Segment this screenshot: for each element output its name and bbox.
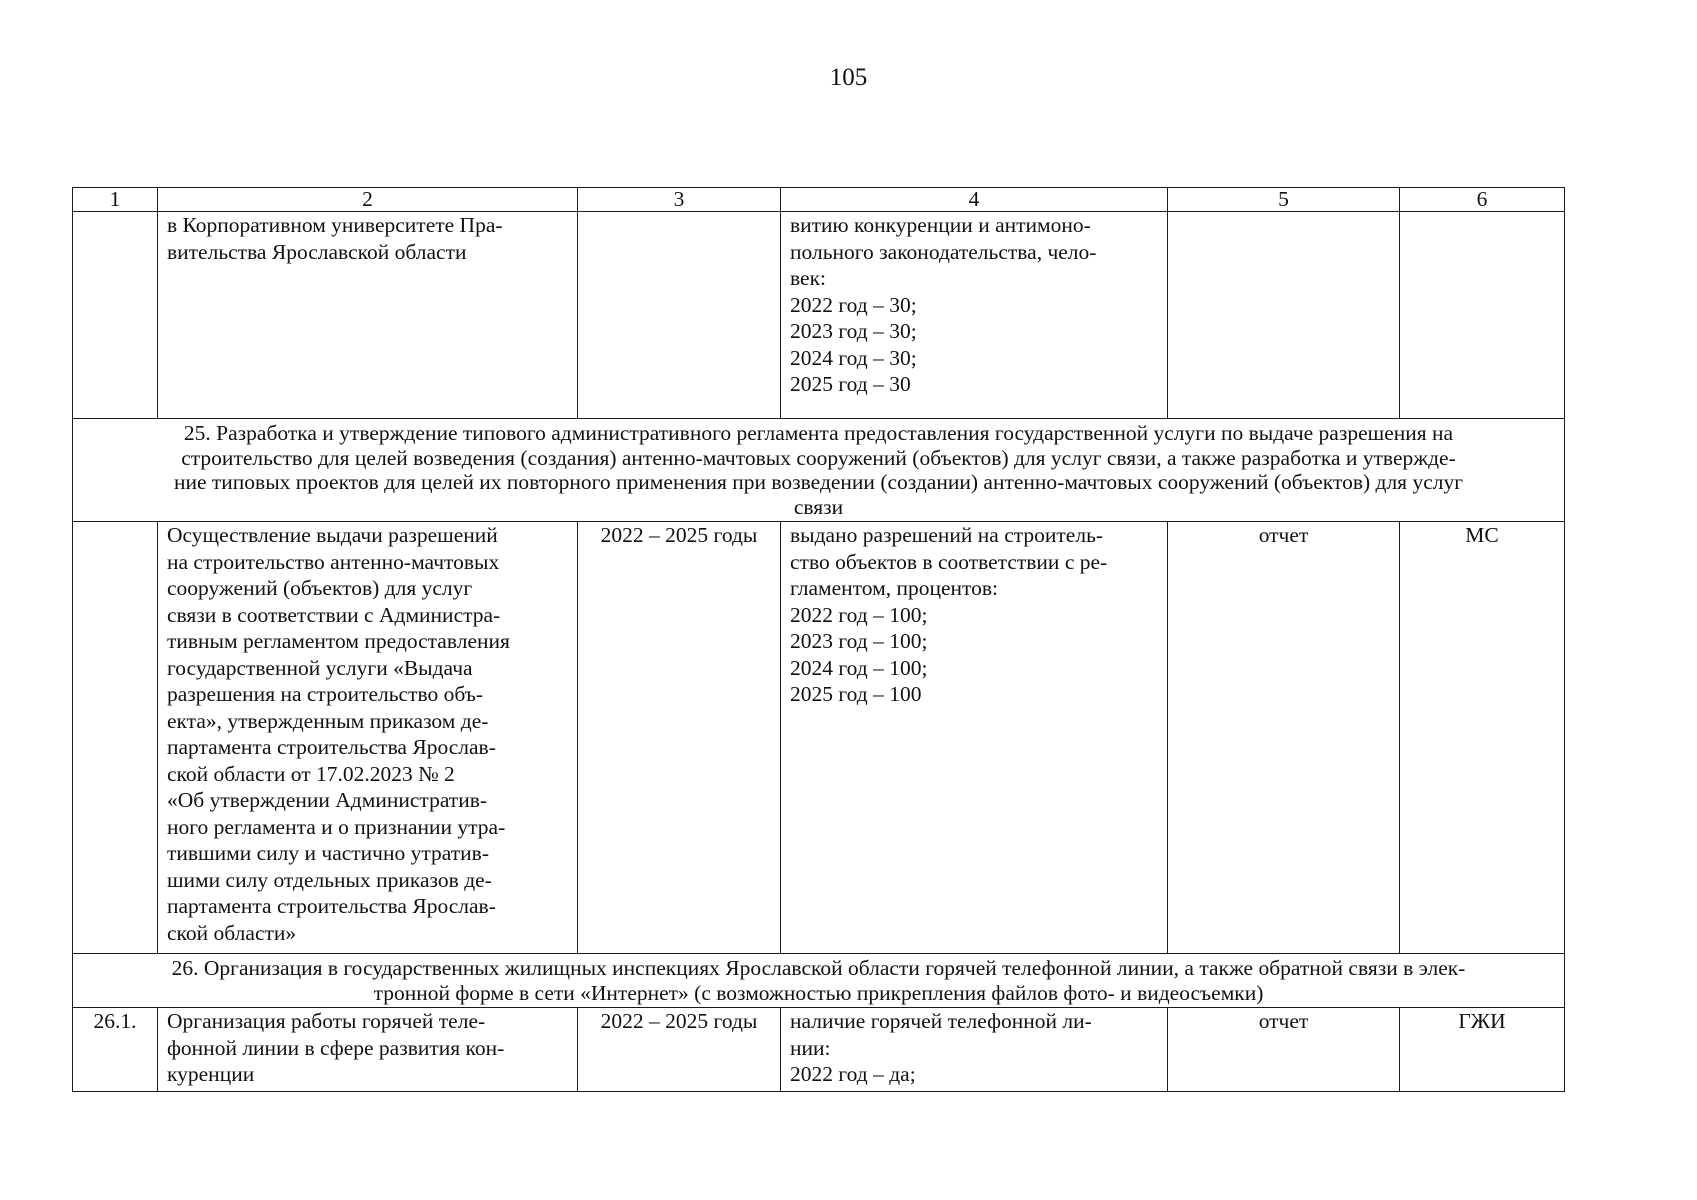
responsible-cell: ГЖИ	[1400, 1008, 1565, 1092]
text-line: партамента строительства Ярослав-	[167, 894, 496, 918]
text-line: шими силу отдельных приказов де-	[167, 867, 492, 892]
text-line: 2022 год – да;	[790, 1062, 916, 1086]
text-line: разрешения на строительство объ-	[167, 682, 484, 706]
text-line: «Об утверждении Административ-	[167, 788, 488, 812]
text-line: 2022 год – 100;	[790, 602, 928, 627]
text-line: гламентом, процентов:	[790, 576, 999, 600]
text-line: Осуществление выдачи разрешений	[167, 523, 498, 547]
text-line: связи	[793, 494, 844, 519]
table-row	[73, 212, 1565, 419]
text-line: тившими силу и частично утратив-	[167, 841, 489, 865]
report-cell: отчет	[1168, 1008, 1400, 1092]
text-line: сооружений (объектов) для услуг	[167, 576, 473, 600]
text-line: нии:	[790, 1035, 831, 1060]
table-header-row	[73, 188, 1565, 212]
column-header: 3	[578, 188, 781, 212]
text-line: 25. Разработка и утверждение типового административного регламента предоставления государственной услуги по выдаче разрешения на	[183, 421, 1454, 445]
row-number-cell: 26.1.	[73, 1008, 158, 1092]
text-line: польного законодательства, чело-	[790, 239, 1097, 264]
section-row	[73, 419, 1565, 522]
section-heading-26	[73, 954, 1565, 1008]
text-line: 2024 год – 30;	[790, 345, 917, 370]
indicator-cell	[781, 522, 1168, 954]
text-line: тронной форме в сети «Интернет» (с возможностью прикрепления файлов фото- и видеосъемки)	[373, 980, 1264, 1005]
text-line: ного регламента и о признании утра-	[167, 814, 506, 839]
text-line: 2025 год – 30	[790, 372, 911, 396]
plan-table	[72, 187, 1565, 1092]
report-cell: отчет	[1168, 522, 1400, 954]
text-line: ство объектов в соответствии с ре-	[790, 549, 1108, 574]
responsible-cell: МС	[1400, 522, 1565, 954]
text-line: 26. Организация в государственных жилищных инспекциях Ярославской области горячей телефонной линии, а также обратной связи в элек-	[171, 956, 1466, 980]
text-line: тивным регламентом предоставления	[167, 629, 510, 653]
text-line: 2023 год – 30;	[790, 319, 917, 343]
text-line: в Корпоративном университете Пра-	[167, 213, 503, 237]
period-cell: 2022 – 2025 годы	[578, 1008, 781, 1092]
text-line: 2022 год – 30;	[790, 292, 917, 317]
table-row	[73, 1008, 1565, 1092]
text-line: екта», утвержденным приказом де-	[167, 708, 489, 733]
section-heading-25	[73, 419, 1565, 522]
column-header: 2	[158, 188, 578, 212]
page-number: 105	[829, 64, 868, 91]
text-line: вительства Ярославской области	[167, 239, 467, 264]
text-line: наличие горячей телефонной ли-	[790, 1009, 1092, 1033]
indicator-cell	[781, 212, 1168, 419]
column-header: 6	[1400, 188, 1565, 212]
text-line: ской области»	[167, 920, 297, 945]
text-line: ской области от 17.02.2023 № 2	[167, 761, 455, 786]
text-line: на строительство антенно-мачтовых	[167, 549, 500, 574]
section-row	[73, 954, 1565, 1008]
responsible-cell	[1400, 212, 1565, 419]
text-line: строительство для целей возведения (создания) антенно-мачтовых сооружений (объектов) для услуг связи, а также разработка и утвержде-	[181, 445, 1456, 470]
row-number-cell	[73, 522, 158, 954]
text-line: век:	[790, 266, 826, 290]
measure-cell	[158, 522, 578, 954]
text-line: 2025 год – 100	[790, 682, 922, 706]
row-number-cell	[73, 212, 158, 419]
text-line: 2024 год – 100;	[790, 655, 928, 680]
measure-cell	[158, 212, 578, 419]
text-line: куренции	[167, 1062, 255, 1086]
period-cell	[578, 212, 781, 419]
measure-cell	[158, 1008, 578, 1092]
column-header: 4	[781, 188, 1168, 212]
text-line: связи в соответствии с Администра-	[167, 602, 501, 627]
period-cell: 2022 – 2025 годы	[578, 522, 781, 954]
column-header: 1	[73, 188, 158, 212]
text-line: витию конкуренции и антимоно-	[790, 213, 1091, 237]
text-line: выдано разрешений на строитель-	[790, 523, 1104, 547]
text-line: фонной линии в сфере развития кон-	[167, 1035, 505, 1060]
table-row	[73, 522, 1565, 954]
indicator-cell	[781, 1008, 1168, 1092]
report-cell	[1168, 212, 1400, 419]
text-line: Организация работы горячей теле-	[167, 1009, 486, 1033]
text-line: государственной услуги «Выдача	[167, 655, 473, 680]
text-line: 2023 год – 100;	[790, 629, 928, 653]
column-header: 5	[1168, 188, 1400, 212]
text-line: ние типовых проектов для целей их повторного применения при возведении (создании) антенно-мачтовых сооружений (объектов) для услуг	[173, 470, 1464, 494]
text-line: партамента строительства Ярослав-	[167, 735, 496, 759]
